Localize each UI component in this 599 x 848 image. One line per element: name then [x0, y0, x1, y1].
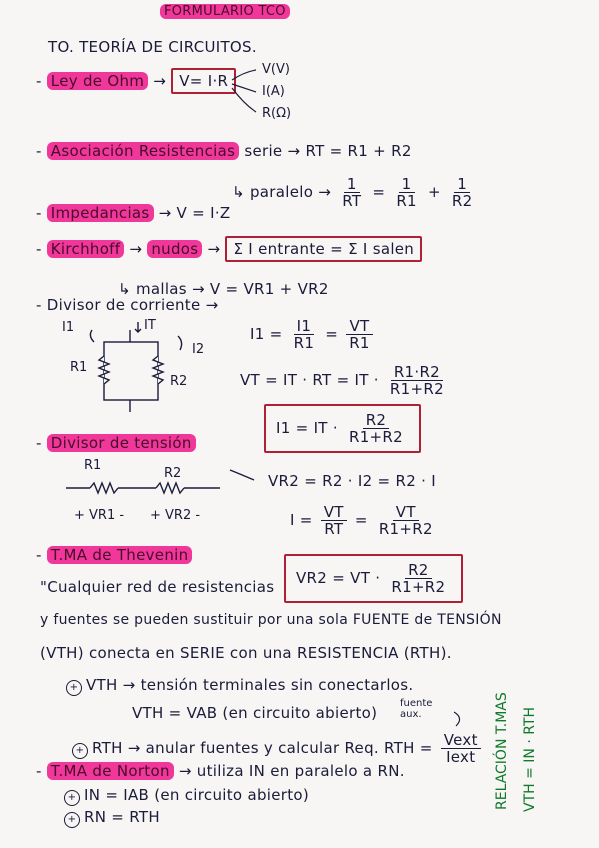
- ohm-unit-i: I(A): [262, 84, 285, 99]
- nudos-eq: Σ I entrante = Σ I salen: [225, 236, 422, 262]
- arrow-to-v: [232, 70, 256, 80]
- ohm-formula: V= I·R: [171, 68, 236, 94]
- norton-row: - T.MA de Norton → utiliza IN en paralelo a RN.: [36, 762, 405, 780]
- thevenin-line2: y fuentes se pueden sustituir por una sola FUENTE de TENSIÓN: [40, 612, 502, 628]
- frac-1-r1: $\frac{1}{R1}$: [396, 175, 417, 210]
- divcorr-result-box: I1 = IT · $\frac{R2}{R1+R2}$: [264, 404, 421, 453]
- ohm-unit-v: V(V): [262, 62, 290, 77]
- divcorr-label: - Divisor de corriente →: [36, 296, 219, 314]
- thevenin-b2: + RTH → anular fuentes y calcular Req. RTH = $\frac{\text{Vext}}{\text{Iext}}$: [72, 732, 484, 765]
- thevenin-label: T.MA de Thevenin: [47, 546, 193, 564]
- divten-vr2: + VR2 -: [150, 508, 201, 523]
- fuente-aux-note: fuente aux.: [400, 698, 433, 720]
- frac-1-rt: $\frac{1}{RT}$: [342, 175, 362, 210]
- divten-result-box: VR2 = VT · $\frac{R2}{R1+R2}$: [284, 554, 463, 603]
- assoc-row: - Asociación Resistencias serie → RT = R1 + R2: [36, 142, 412, 160]
- plus-bullet-icon: +: [64, 812, 80, 828]
- mallas-eq: mallas → V = VR1 + VR2: [135, 280, 329, 298]
- section-heading: TO. TEORÍA DE CIRCUITOS.: [48, 38, 257, 56]
- assoc-serie: serie → RT = R1 + R2: [244, 142, 412, 160]
- plus-bullet-icon: +: [66, 680, 82, 696]
- aux-arrow: [454, 712, 460, 726]
- frac-1-r2: $\frac{1}{R2}$: [451, 175, 473, 210]
- kirch-label: Kirchhoff: [47, 240, 125, 258]
- nudos-label: nudos: [147, 240, 202, 258]
- norton-desc: → utiliza IN en paralelo a RN.: [178, 762, 405, 780]
- plus-bullet-icon: +: [64, 790, 80, 806]
- imp-formula: → V = I·Z: [158, 204, 231, 222]
- imp-label: Impedancias: [47, 204, 154, 222]
- side-vth-eq: VTH = IN · RTH: [522, 706, 538, 812]
- divten-r2: R2: [164, 466, 182, 481]
- side-relacion: RELACIÓN T.MAS: [494, 692, 510, 810]
- current-divider-circuit: [90, 322, 181, 412]
- thevenin-line3: (VTH) conecta en SERIE con una RESISTENCIA (RTH).: [40, 644, 452, 662]
- voltage-divider-circuit: [66, 470, 254, 493]
- divten-vr1: + VR1 -: [74, 508, 125, 523]
- norton-label: T.MA de Norton: [47, 762, 174, 780]
- thevenin-row: - T.MA de Thevenin: [36, 546, 192, 564]
- ohm-label: Ley de Ohm: [47, 72, 148, 90]
- assoc-paralelo: ↳ paralelo → $\frac{1}{RT}$ = $\frac{1}{R1}$ + $\frac{1}{R2}$: [232, 176, 479, 209]
- circuit-i1: I1: [62, 320, 75, 335]
- divten-row: - Divisor de tensión: [36, 434, 196, 452]
- imp-row: - Impedancias → V = I·Z: [36, 204, 231, 222]
- arrow-to-r: [232, 88, 256, 112]
- divten-i: I = $\frac{VT}{RT}$ = $\frac{VT}{R1+R2}$: [290, 503, 433, 538]
- circuit-r2: R2: [170, 374, 188, 389]
- mallas-row: ↳ mallas → V = VR1 + VR2: [118, 280, 329, 298]
- ohm-row: - Ley de Ohm → V= I·R: [36, 72, 236, 90]
- divten-eq1: VR2 = R2 · I2 = R2 · I: [268, 472, 436, 490]
- plus-bullet-icon: +: [72, 743, 88, 759]
- divten-label: Divisor de tensión: [47, 434, 196, 452]
- ohm-unit-r: R(Ω): [262, 106, 292, 121]
- thevenin-line1: "Cualquier red de resistencias: [40, 578, 275, 596]
- circuit-i2: I2: [192, 342, 205, 357]
- norton-c2: + RN = RTH: [64, 808, 160, 828]
- kirch-row: - Kirchhoff → nudos → Σ I entrante = Σ I salen: [36, 240, 422, 258]
- arrow-to-i: [232, 84, 256, 92]
- thevenin-b1b: VTH = VAB (en circuito abierto): [132, 704, 378, 722]
- paralelo-label: paralelo →: [249, 183, 332, 201]
- divten-r1: R1: [84, 458, 102, 473]
- assoc-label: Asociación Resistencias: [47, 142, 239, 160]
- page-title: FORMULARIO TCO: [160, 4, 290, 19]
- norton-c1: + IN = IAB (en circuito abierto): [64, 786, 309, 806]
- circuit-it: IT: [144, 318, 156, 333]
- thevenin-b1: + VTH → tensión terminales sin conectarlos.: [66, 676, 413, 696]
- circuit-r1: R1: [70, 360, 88, 375]
- divcorr-vt: VT = IT · RT = IT · $\frac{R1\cdot R2}{R1+R2}$: [240, 363, 444, 398]
- divcorr-i1: I1 = $\frac{I1}{R1}$ = $\frac{VT}{R1}$: [250, 318, 376, 351]
